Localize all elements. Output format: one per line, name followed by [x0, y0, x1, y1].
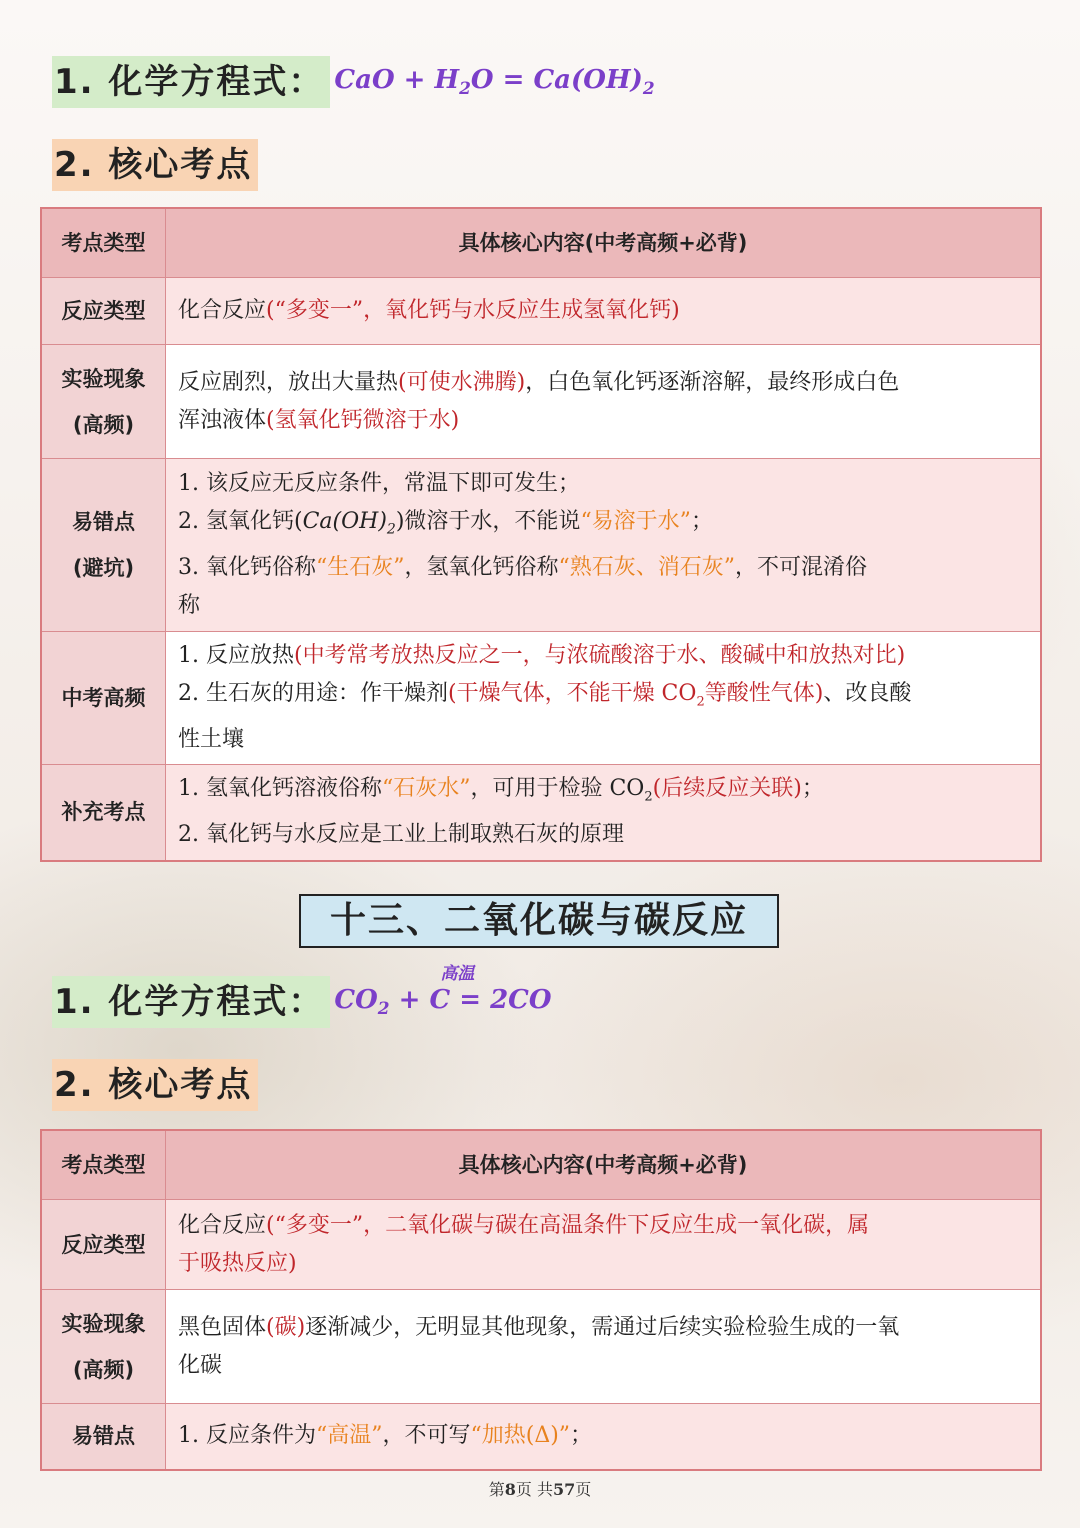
note-text: 等酸性气体) [704, 680, 824, 706]
text: ，白色氧化钙逐渐溶解，最终形成白色 [525, 369, 900, 395]
footer-text: 页 [575, 1480, 592, 1499]
equation-heading [52, 56, 655, 108]
text: ，氢氧化钙俗称 [404, 554, 559, 580]
chemical-equation: CaO + $H_2O = Ca(OH)_2$ [334, 64, 655, 100]
table-row [41, 632, 1041, 765]
text: ； [570, 1423, 593, 1449]
core-points-table [40, 207, 1042, 862]
text: 1. 反应条件为 [178, 1423, 316, 1449]
type-line: 易错点 [72, 510, 135, 534]
total-pages: 57 [552, 1480, 576, 1499]
text: 1. 氢氧化钙溶液俗称 [178, 776, 382, 802]
text: )微溶于水，不能说 [395, 509, 581, 535]
note-text: “石灰水” [381, 776, 471, 802]
type-line: 实验现象 [61, 366, 146, 391]
row-content [166, 345, 1042, 459]
text: 化合反应 [178, 298, 267, 323]
text: 2. 氧化钙与水反应是工业上制取熟石灰的原理 [178, 822, 624, 848]
footer-text: 页 共 [515, 1480, 553, 1499]
core-points-heading [52, 139, 258, 191]
table-header-row [41, 1130, 1041, 1200]
row-content [166, 1200, 1042, 1290]
row-content [166, 459, 1042, 632]
text: 性土壤 [178, 727, 245, 753]
table-header-row [41, 208, 1041, 278]
text: 1. 该反应无反应条件，常温下即可发生； [178, 471, 580, 497]
text: 逐渐减少，无明显其他现象，需通过后续实验检验生成的一氧 [305, 1314, 900, 1340]
note-text: “熟石灰、消石灰” [558, 554, 735, 580]
text: ； [801, 776, 824, 802]
text: 浑浊液体 [178, 407, 267, 433]
row-type [41, 1290, 166, 1404]
table-row [41, 1290, 1041, 1404]
text: 化碳 [178, 1352, 223, 1378]
text: 化合反应 [178, 1212, 267, 1238]
reaction-condition: 高温 [440, 963, 475, 984]
row-type [41, 345, 166, 459]
row-content: 1. 反应放热(中考常考放热反应之一，与浓硫酸溶于水、酸碱中和放热对比) 2. 生石灰的用途：作干燥剂(干燥气体，不能干燥 $CO_2$等酸性气体)、改良酸 性土壤 [166, 632, 1042, 765]
note-text: “加热(Δ)” [470, 1423, 571, 1449]
note-text: (碳) [266, 1314, 306, 1340]
text: ，可用于检验 CO [470, 776, 645, 802]
core-points-table [40, 1129, 1042, 1471]
note-text: (中考常考放热反应之一，与浓硫酸溶于水、酸碱中和放热对比) [293, 642, 906, 668]
section-title: 十三、二氧化碳与碳反应 [299, 894, 779, 948]
header-type: 考点类型 [41, 1130, 166, 1200]
type-line: 实验现象 [61, 1311, 146, 1336]
row-content [166, 1404, 1042, 1470]
type-line: (高频) [72, 1357, 135, 1382]
equation-heading [52, 963, 552, 1028]
equation-label: 1. 化学方程式： [52, 976, 330, 1028]
table-row [41, 345, 1041, 459]
footer-text: 第 [488, 1480, 505, 1499]
note-text: (可使水沸腾) [398, 369, 526, 395]
note-text: (“多变一”，二氧化碳与碳在高温条件下反应生成一氧化碳，属 [266, 1212, 870, 1238]
text: 1. 反应放热 [178, 642, 294, 668]
current-page: 8 [504, 1480, 516, 1499]
row-content [166, 278, 1042, 345]
text: 2. 氢氧化钙( [178, 509, 303, 535]
note-text: (氢氧化钙微溶于水) [266, 407, 460, 433]
row-type: 反应类型 [41, 1200, 166, 1290]
note-text: “易溶于水” [580, 509, 691, 535]
page-footer [0, 1477, 1080, 1500]
note-text: (干燥气体，不能干燥 CO [447, 680, 697, 706]
note-text: “高温” [315, 1423, 383, 1449]
core-points-label: 2. 核心考点 [52, 1059, 258, 1111]
header-type: 考点类型 [41, 208, 166, 278]
header-content: 具体核心内容(中考高频+必背) [166, 1130, 1042, 1200]
note-text: (“多变一”，氧化钙与水反应生成氢氧化钙) [266, 298, 680, 323]
row-content [166, 1290, 1042, 1404]
text: 、改良酸 [823, 680, 912, 706]
core-points-heading [52, 1059, 258, 1111]
text: ； [690, 509, 713, 535]
text: 黑色固体 [178, 1314, 267, 1340]
type-line: (避坑) [72, 556, 135, 580]
text: 称 [178, 592, 201, 618]
text: ，不可写 [382, 1423, 471, 1449]
chemical-equation: $CO_2 + C = 2CO$ 高温 [334, 985, 551, 1019]
row-type: 补充考点 [41, 765, 166, 861]
text: ，不可混淆俗 [735, 554, 868, 580]
table-row [41, 459, 1041, 632]
table-row [41, 765, 1041, 861]
table-row [41, 1200, 1041, 1290]
table-row [41, 278, 1041, 345]
note-text: 于吸热反应) [178, 1250, 297, 1276]
row-type: 易错点 [41, 1404, 166, 1470]
note-text: (后续反应关联) [652, 776, 802, 802]
header-content: 具体核心内容(中考高频+必背) [166, 208, 1042, 278]
type-line: (高频) [72, 412, 135, 437]
core-points-label: 2. 核心考点 [52, 139, 258, 191]
text: 3. 氧化钙俗称 [178, 554, 316, 580]
equation-label: 1. 化学方程式： [52, 56, 330, 108]
row-type [41, 459, 166, 632]
row-type: 中考高频 [41, 632, 166, 765]
text: 2. 生石灰的用途：作干燥剂 [178, 680, 448, 706]
table-row [41, 1404, 1041, 1470]
row-content: 1. 氢氧化钙溶液俗称“石灰水”，可用于检验 $CO_2$(后续反应关联)； 2. 氧化钙与水反应是工业上制取熟石灰的原理 [166, 765, 1042, 861]
row-type: 反应类型 [41, 278, 166, 345]
formula: $Ca(OH)_2$ [302, 509, 396, 538]
note-text: “生石灰” [315, 554, 405, 580]
text: 反应剧烈，放出大量热 [178, 369, 399, 395]
